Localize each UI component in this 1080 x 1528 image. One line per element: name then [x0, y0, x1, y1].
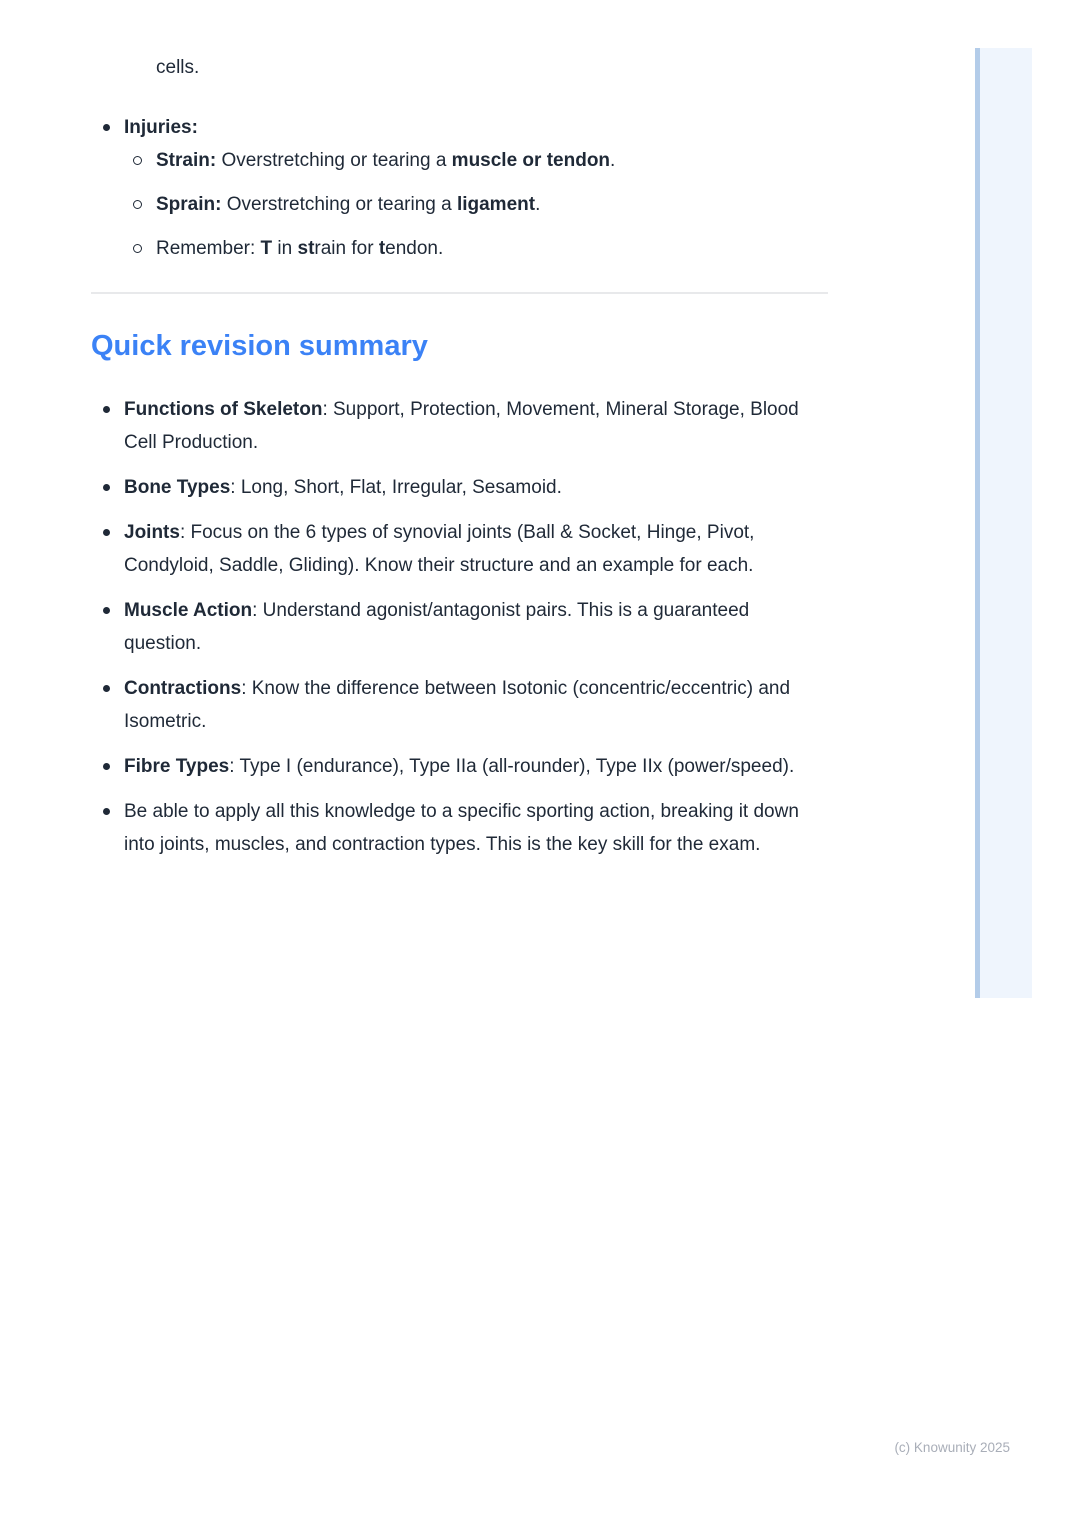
list-item: Joints: Focus on the 6 types of synovial joints (Ball & Socket, Hinge, Pivot, Condyloid, Saddle, Gliding). Know their structure and an example for each.	[91, 516, 828, 582]
right-margin-strip	[975, 48, 1032, 998]
injuries-list	[91, 111, 828, 265]
list-item: Sprain: Overstretching or tearing a ligament.	[124, 188, 828, 221]
footer-credit: (c) Knowunity 2025	[894, 1440, 1010, 1455]
content-area	[91, 51, 828, 873]
list-item-label: Injuries:	[124, 117, 198, 138]
summary-list	[91, 393, 828, 861]
list-item: Bone Types: Long, Short, Flat, Irregular, Sesamoid.	[91, 471, 828, 504]
list-item: Muscle Action: Understand agonist/antagonist pairs. This is a guaranteed question.	[91, 594, 828, 660]
section-heading: Quick revision summary	[91, 330, 428, 362]
list-item: Contractions: Know the difference between Isotonic (concentric/eccentric) and Isometric.	[91, 672, 828, 738]
section-divider	[91, 292, 828, 294]
continuation-text: cells.	[156, 57, 200, 78]
list-item: Remember: T in strain for tendon.	[124, 232, 828, 265]
list-item: Fibre Types: Type I (endurance), Type IIa (all-rounder), Type IIx (power/speed).	[91, 750, 828, 783]
injuries-sublist	[124, 144, 828, 265]
list-item	[91, 111, 828, 265]
list-item: Strain: Overstretching or tearing a muscle or tendon.	[124, 144, 828, 177]
list-item: Functions of Skeleton: Support, Protection, Movement, Mineral Storage, Blood Cell Production.	[91, 393, 828, 459]
list-item: Be able to apply all this knowledge to a specific sporting action, breaking it down into joints, muscles, and contraction types. This is the key skill for the exam.	[91, 795, 828, 861]
